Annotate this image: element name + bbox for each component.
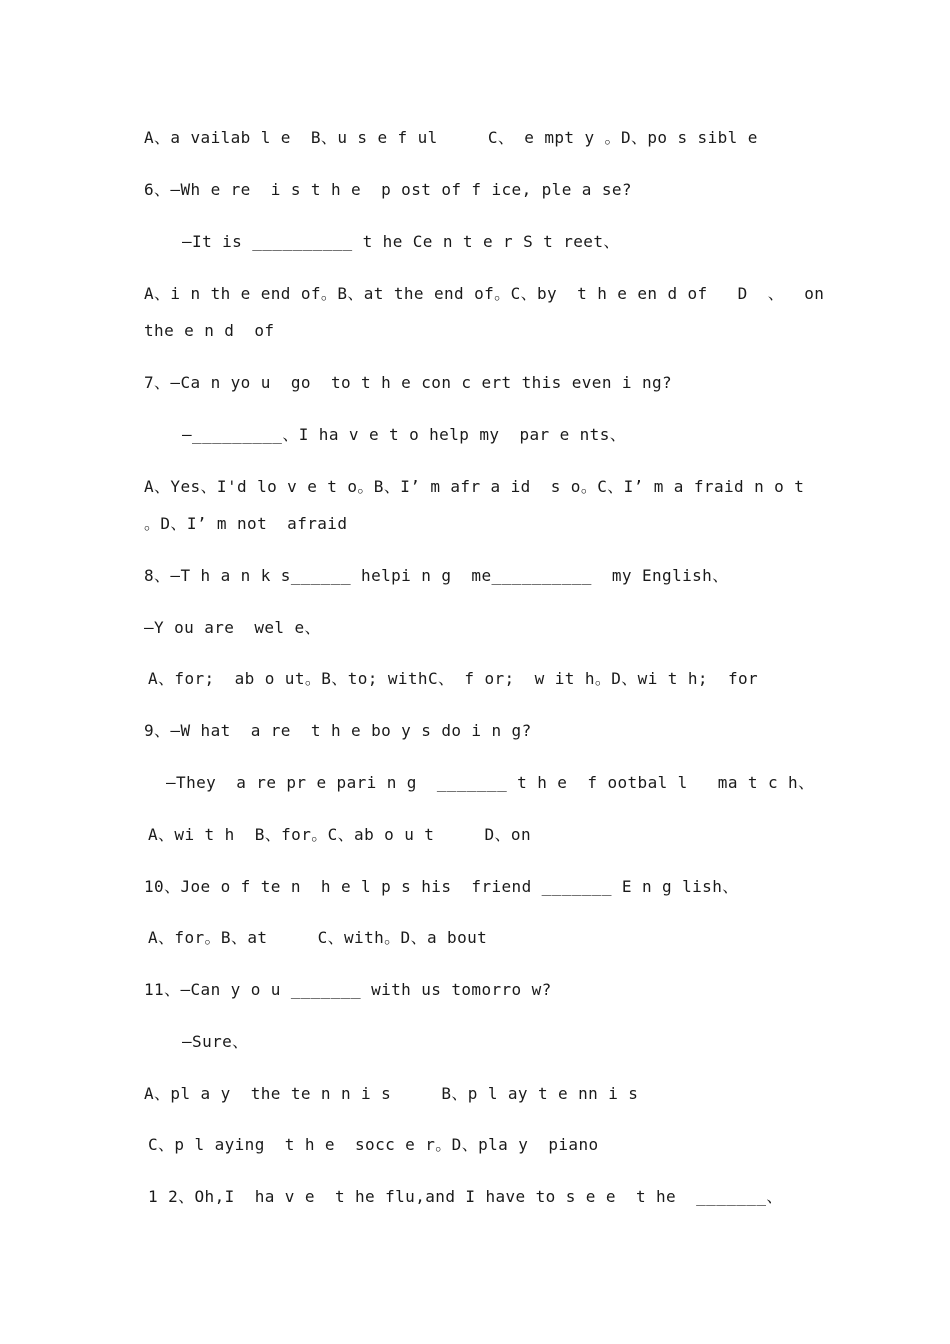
q10-options: A、for。B、at C、with。D、a bout [148,928,488,947]
q8-question: 8、—T h a n k s______ helpi n g me__________ my English、 [144,566,729,585]
q5-options: A、a vailab l e B、u s e f ul C、 e mpt y 。D、po s sibl e [144,128,758,147]
q6-options-continued: the e n d of [144,321,275,340]
q11-options-line1: A、pl a y the te n n i s B、p l ay t e nn i s [144,1084,639,1103]
q8-options: A、for; ab o ut。B、to; withC、 f or; w it h。D、wi t h; for [148,669,759,688]
q7-answer-line: —_________、I ha v e t o help my par e nts、 [182,425,627,444]
q7-question: 7、—Ca n yo u go to t h e con c ert this even i ng? [144,373,673,392]
q9-options: A、wi t h B、for。C、ab o u t D、on [148,825,531,844]
q7-options: A、Yes、I'd lo v e t o。B、I’ m afr a id s o。C、I’ m a fraid n o t [144,477,805,496]
q9-answer-line: —They a re pr e pari n g _______ t h e f ootbal l ma t c h、 [166,773,815,792]
q6-answer-line: —It is __________ t he Ce n t e r S t reet、 [182,232,620,251]
q9-question: 9、—W hat a re t h e bo y s do i n g? [144,721,532,740]
q10-question: 10、Joe o f te n h e l p s his friend _______ E n g lish、 [144,877,739,896]
q6-options: A、i n th e end of。B、at the end of。C、by t h e en d of D 、 on [144,284,825,303]
q12-question: 1 2、Oh,I ha v e t he flu,and I have to s e e t he _______、 [148,1187,783,1206]
q6-question: 6、—Wh e re i s t h e p ost of f ice, ple a se? [144,180,632,199]
q11-question: 11、—Can y o u _______ with us tomorro w? [144,980,552,999]
q7-options-continued: 。D、I’ m not afraid [144,514,348,533]
q8-answer-line: —Y ou are wel e、 [144,618,321,637]
q11-options-line2: C、p l aying t h e socc e r。D、pla y piano [148,1135,599,1154]
q11-answer-line: —Sure、 [182,1032,249,1051]
